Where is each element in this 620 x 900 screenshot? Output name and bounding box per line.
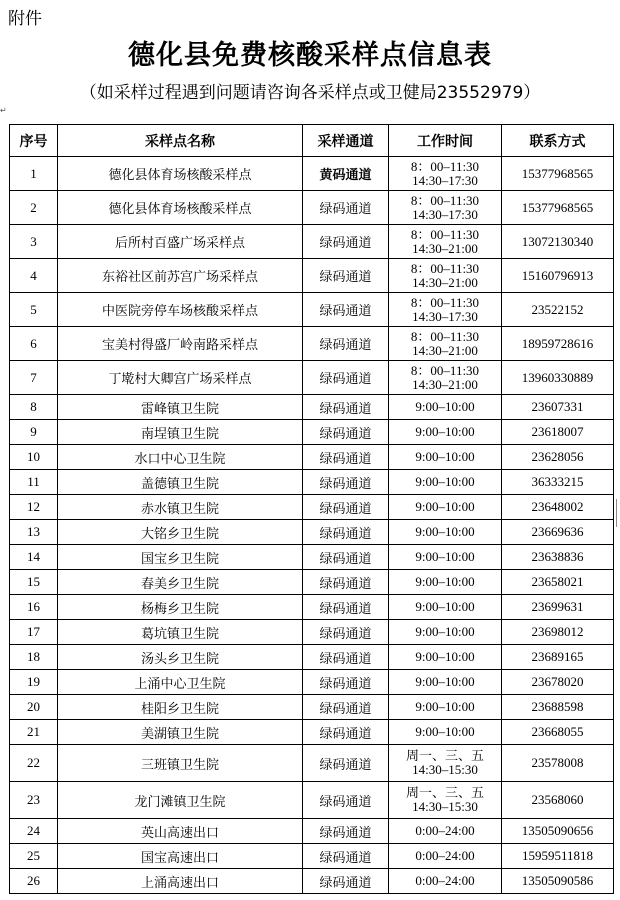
working-hours [389,595,502,620]
row-number: 2 [10,191,58,225]
row-number: 11 [10,470,58,495]
paragraph-marker-icon: ↵ [0,106,7,115]
site-name: 东裕社区前苏宫广场采样点 [58,259,303,293]
page-edge-marker [616,499,620,527]
sampling-channel: 绿码通道 [303,470,389,495]
contact-phone: 15959511818 [502,844,614,869]
contact-phone: 23607331 [502,395,614,420]
contact-phone: 23669636 [502,520,614,545]
site-name: 上涌高速出口 [58,869,303,894]
sampling-channel: 绿码通道 [303,395,389,420]
sampling-channel: 绿码通道 [303,327,389,361]
working-hours [389,844,502,869]
contact-phone: 23678020 [502,670,614,695]
working-hours-line-1: 9:00–10:00 [415,449,475,464]
site-name: 桂阳乡卫生院 [58,695,303,720]
working-hours-line-1: 8：00–11:30 [410,192,480,208]
working-hours [389,191,502,225]
working-hours-line-1: 9:00–10:00 [415,424,475,439]
working-hours-line-1: 8：00–11:30 [410,226,480,242]
row-number: 9 [10,420,58,445]
site-name: 赤水镇卫生院 [58,495,303,520]
working-hours-line-2: 14:30–17:30 [412,308,478,324]
working-hours-line-1: 9:00–10:00 [415,599,475,614]
working-hours-line-1: 8：00–11:30 [410,158,480,174]
contact-phone: 23689165 [502,645,614,670]
working-hours [389,259,502,293]
row-number: 10 [10,445,58,470]
contact-phone: 18959728616 [502,327,614,361]
row-number: 13 [10,520,58,545]
sampling-channel: 绿码通道 [303,191,389,225]
sampling-channel: 绿码通道 [303,620,389,645]
working-hours-line-1: 9:00–10:00 [415,574,475,589]
contact-phone: 23699631 [502,595,614,620]
row-number: 25 [10,844,58,869]
page-subtitle: （如采样过程遇到问题请咨询各采样点或卫健局23552979） [79,83,541,103]
contact-phone: 23638836 [502,545,614,570]
row-number: 16 [10,595,58,620]
row-number: 17 [10,620,58,645]
table-row [10,570,614,595]
contact-phone: 23648002 [502,495,614,520]
table-row [10,327,614,361]
row-number: 7 [10,361,58,395]
working-hours-line-1: 8：00–11:30 [410,260,480,276]
table-header-row [10,125,614,157]
site-name: 中医院旁停车场核酸采样点 [58,293,303,327]
working-hours-line-2: 14:30–21:00 [412,342,478,358]
row-number: 21 [10,720,58,745]
table-row [10,695,614,720]
working-hours [389,293,502,327]
sampling-channel: 绿码通道 [303,545,389,570]
site-name: 上涌中心卫生院 [58,670,303,695]
sampling-channel: 绿码通道 [303,645,389,670]
contact-phone: 23658021 [502,570,614,595]
working-hours-line-1: 周一、三、五 [405,748,484,763]
site-name: 春美乡卫生院 [58,570,303,595]
column-header-no: 序号 [10,125,58,157]
table-row [10,844,614,869]
attachment-label: 附件 [8,9,42,29]
table-row [10,782,614,819]
working-hours-line-1: 9:00–10:00 [415,549,475,564]
table-row [10,191,614,225]
working-hours-line-1: 9:00–10:00 [415,474,475,489]
table-row [10,225,614,259]
column-header-time: 工作时间 [389,125,502,157]
row-number: 23 [10,782,58,819]
sampling-sites-table [9,124,614,894]
table-row [10,495,614,520]
sampling-channel: 绿码通道 [303,259,389,293]
row-number: 19 [10,670,58,695]
table-row [10,620,614,645]
table-row [10,395,614,420]
row-number: 26 [10,869,58,894]
row-number: 22 [10,745,58,782]
sampling-channel: 黄码通道 [303,157,389,191]
table-row [10,445,614,470]
working-hours [389,782,502,819]
site-name: 丁墘村大卿宫广场采样点 [58,361,303,395]
table-row [10,361,614,395]
row-number: 5 [10,293,58,327]
contact-phone: 13505090656 [502,819,614,844]
contact-phone: 23522152 [502,293,614,327]
site-name: 雷峰镇卫生院 [58,395,303,420]
contact-phone: 15377968565 [502,157,614,191]
site-name: 大铭乡卫生院 [58,520,303,545]
contact-phone: 23668055 [502,720,614,745]
table-row [10,869,614,894]
working-hours [389,819,502,844]
working-hours [389,395,502,420]
working-hours-line-1: 9:00–10:00 [415,399,475,414]
working-hours [389,495,502,520]
working-hours-line-1: 0:00–24:00 [415,848,475,863]
table-row [10,470,614,495]
contact-phone: 23698012 [502,620,614,645]
contact-phone: 23568060 [502,782,614,819]
sampling-channel: 绿码通道 [303,670,389,695]
row-number: 18 [10,645,58,670]
row-number: 4 [10,259,58,293]
sampling-channel: 绿码通道 [303,420,389,445]
table-row [10,745,614,782]
working-hours [389,545,502,570]
working-hours [389,225,502,259]
working-hours-line-1: 周一、三、五 [405,785,484,800]
contact-phone: 15160796913 [502,259,614,293]
working-hours-line-1: 8：00–11:30 [410,328,480,344]
site-name: 汤头乡卫生院 [58,645,303,670]
table-row [10,595,614,620]
site-name: 葛坑镇卫生院 [58,620,303,645]
table-row [10,545,614,570]
sampling-channel: 绿码通道 [303,361,389,395]
site-name: 水口中心卫生院 [58,445,303,470]
working-hours-line-2: 14:30–21:00 [412,240,478,256]
row-number: 3 [10,225,58,259]
working-hours [389,695,502,720]
site-name: 宝美村得盛厂岭南路采样点 [58,327,303,361]
working-hours-line-1: 9:00–10:00 [415,649,475,664]
row-number: 1 [10,157,58,191]
column-header-contact: 联系方式 [502,125,614,157]
working-hours-line-1: 9:00–10:00 [415,674,475,689]
working-hours-line-2: 14:30–17:30 [412,206,478,222]
column-header-channel: 采样通道 [303,125,389,157]
working-hours-line-1: 9:00–10:00 [415,524,475,539]
site-name: 三班镇卫生院 [58,745,303,782]
working-hours [389,361,502,395]
site-name: 盖德镇卫生院 [58,470,303,495]
row-number: 24 [10,819,58,844]
sampling-channel: 绿码通道 [303,570,389,595]
working-hours-line-1: 9:00–10:00 [415,624,475,639]
table-row [10,420,614,445]
sampling-channel: 绿码通道 [303,445,389,470]
working-hours [389,670,502,695]
contact-phone: 13072130340 [502,225,614,259]
contact-phone: 13960330889 [502,361,614,395]
contact-phone: 15377968565 [502,191,614,225]
working-hours [389,445,502,470]
site-name: 国宝高速出口 [58,844,303,869]
site-name: 龙门滩镇卫生院 [58,782,303,819]
sampling-channel: 绿码通道 [303,595,389,620]
table-row [10,720,614,745]
contact-phone: 23578008 [502,745,614,782]
site-name: 杨梅乡卫生院 [58,595,303,620]
table-row [10,259,614,293]
working-hours-line-1: 8：00–11:30 [410,362,480,378]
row-number: 6 [10,327,58,361]
column-header-name: 采样点名称 [58,125,303,157]
working-hours-line-2: 14:30–17:30 [412,172,478,188]
row-number: 15 [10,570,58,595]
working-hours-line-2: 14:30–21:00 [412,274,478,290]
row-number: 20 [10,695,58,720]
row-number: 14 [10,545,58,570]
site-name: 国宝乡卫生院 [58,545,303,570]
table-row [10,293,614,327]
site-name: 南埕镇卫生院 [58,420,303,445]
sampling-channel: 绿码通道 [303,520,389,545]
working-hours-line-1: 0:00–24:00 [415,873,475,888]
sampling-channel: 绿码通道 [303,745,389,782]
working-hours [389,570,502,595]
site-name: 德化县体育场核酸采样点 [58,157,303,191]
working-hours-line-1: 9:00–10:00 [415,499,475,514]
table-row [10,157,614,191]
table-row [10,670,614,695]
sampling-channel: 绿码通道 [303,225,389,259]
working-hours-line-2: 14:30–21:00 [412,376,478,392]
working-hours [389,420,502,445]
working-hours-line-2: 14:30–15:30 [412,799,478,814]
contact-phone: 23628056 [502,445,614,470]
working-hours [389,520,502,545]
working-hours [389,745,502,782]
table-row [10,819,614,844]
site-name: 美湖镇卫生院 [58,720,303,745]
row-number: 12 [10,495,58,520]
working-hours-line-2: 14:30–15:30 [412,762,478,777]
site-name: 后所村百盛广场采样点 [58,225,303,259]
page-title: 德化县免费核酸采样点信息表 [128,40,492,71]
working-hours [389,470,502,495]
site-name: 英山高速出口 [58,819,303,844]
working-hours [389,327,502,361]
working-hours-line-1: 9:00–10:00 [415,724,475,739]
working-hours [389,720,502,745]
sampling-channel: 绿码通道 [303,819,389,844]
sampling-channel: 绿码通道 [303,869,389,894]
sampling-channel: 绿码通道 [303,293,389,327]
working-hours [389,869,502,894]
working-hours [389,157,502,191]
contact-phone: 23688598 [502,695,614,720]
sampling-channel: 绿码通道 [303,695,389,720]
working-hours-line-1: 0:00–24:00 [415,823,475,838]
site-name: 德化县体育场核酸采样点 [58,191,303,225]
table-row [10,645,614,670]
working-hours-line-1: 8：00–11:30 [410,294,480,310]
contact-phone: 36333215 [502,470,614,495]
contact-phone: 23618007 [502,420,614,445]
sampling-channel: 绿码通道 [303,495,389,520]
table-row [10,520,614,545]
sampling-channel: 绿码通道 [303,782,389,819]
sampling-channel: 绿码通道 [303,720,389,745]
working-hours-line-1: 9:00–10:00 [415,699,475,714]
contact-phone: 13505090586 [502,869,614,894]
sampling-channel: 绿码通道 [303,844,389,869]
working-hours [389,645,502,670]
row-number: 8 [10,395,58,420]
working-hours [389,620,502,645]
